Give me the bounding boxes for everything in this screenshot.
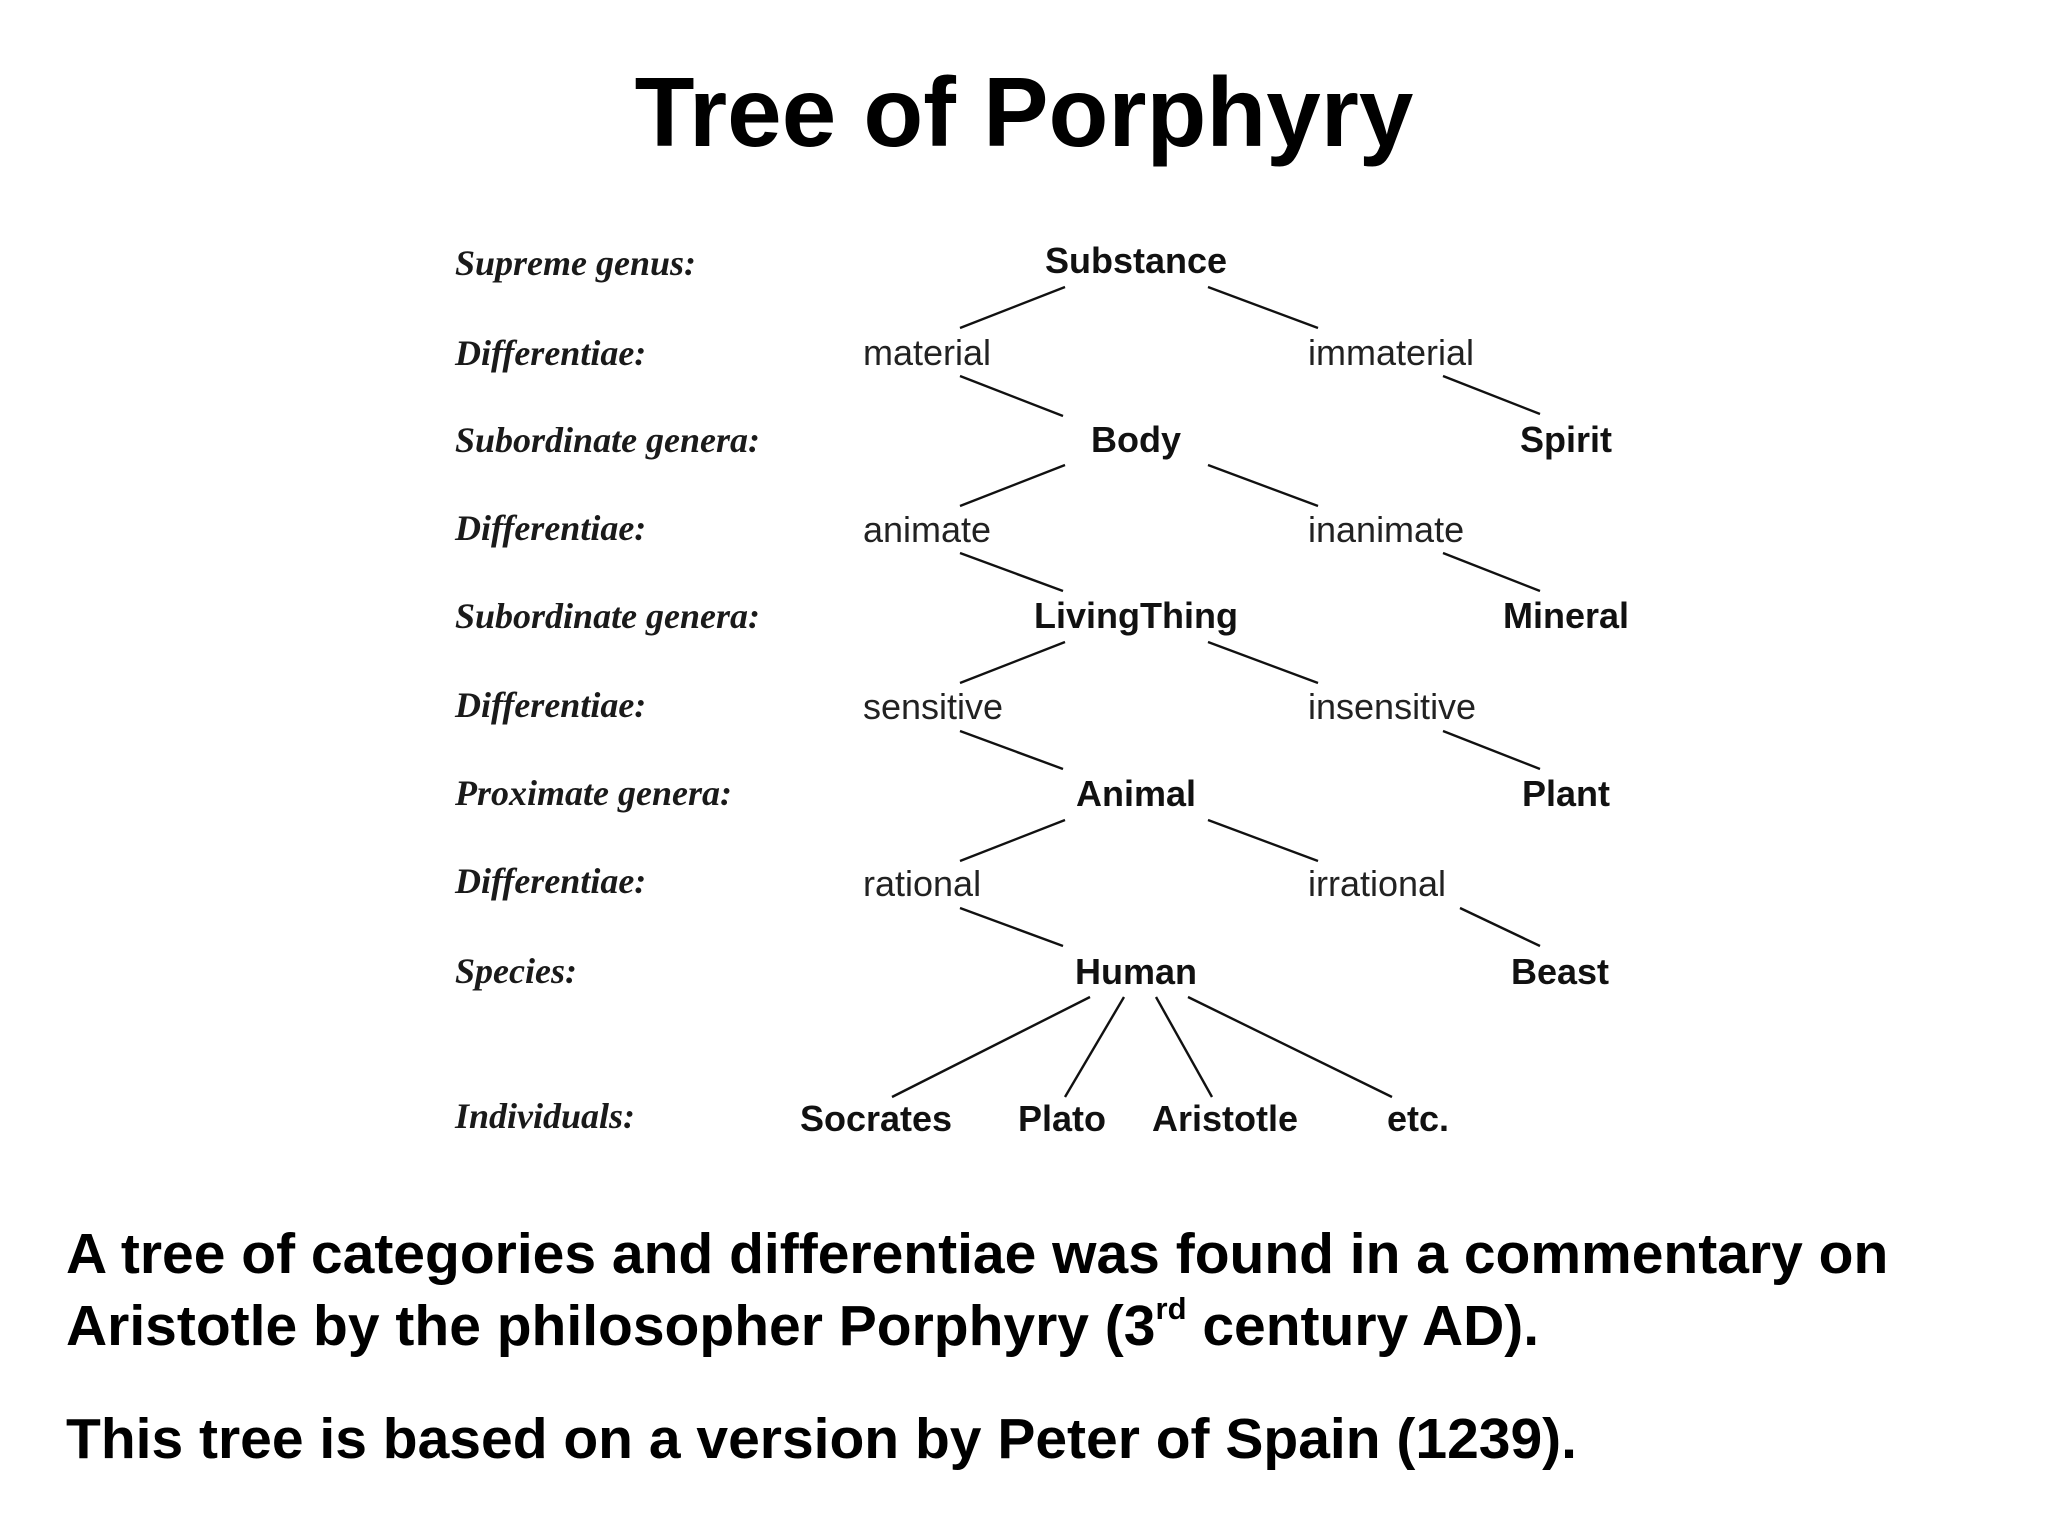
- node-living-thing: LivingThing: [1034, 595, 1238, 636]
- edge-animate-living-thing: [960, 553, 1063, 591]
- edge-human-aristotle: [1156, 997, 1212, 1097]
- level-label-subordinate-genera-1: Subordinate genera:: [455, 420, 761, 460]
- edge-substance-material: [960, 287, 1065, 328]
- node-body: Body: [1091, 419, 1181, 460]
- edge-rational-human: [960, 908, 1063, 946]
- caption-line1-end: century AD).: [1186, 1294, 1540, 1358]
- caption-paragraph-1: [66, 1218, 2016, 1362]
- caption-paragraph-2: This tree is based on a version by Peter of Spain (1239).: [66, 1407, 1578, 1471]
- node-insensitive: insensitive: [1308, 686, 1477, 727]
- edge-body-animate: [960, 465, 1065, 506]
- node-irrational: irrational: [1308, 863, 1447, 904]
- level-label-differentiae-4: Differentiae:: [455, 861, 647, 901]
- edge-living-thing-sensitive: [960, 642, 1065, 683]
- level-label-proximate-genera: Proximate genera:: [455, 773, 732, 813]
- tree-nodes: [800, 240, 1629, 1139]
- edge-material-body: [960, 376, 1063, 416]
- edge-animal-irrational: [1208, 820, 1318, 861]
- edge-living-thing-insensitive: [1208, 642, 1318, 683]
- edge-inanimate-mineral: [1443, 553, 1540, 591]
- node-human: Human: [1074, 951, 1198, 992]
- level-label-subordinate-genera-2: Subordinate genera:: [455, 596, 761, 636]
- edge-insensitive-plant: [1443, 731, 1540, 769]
- caption-ordinal-superscript: rd: [1155, 1291, 1187, 1326]
- node-aristotle: Aristotle: [1151, 1098, 1299, 1139]
- level-label-differentiae-1: Differentiae:: [455, 333, 647, 373]
- edge-animal-rational: [960, 820, 1065, 861]
- node-socrates: Socrates: [799, 1098, 953, 1139]
- node-plant: Plant: [1521, 773, 1611, 814]
- node-substance: Substance: [1044, 240, 1228, 281]
- node-animate: animate: [863, 509, 992, 550]
- node-plato: Plato: [1017, 1098, 1107, 1139]
- edge-human-etc: [1188, 997, 1392, 1097]
- node-mineral: Mineral: [1502, 595, 1630, 636]
- level-label-differentiae-2: Differentiae:: [455, 508, 647, 548]
- node-etc: etc.: [1386, 1098, 1450, 1139]
- node-spirit: Spirit: [1519, 419, 1613, 460]
- edge-immaterial-spirit: [1443, 376, 1540, 414]
- level-labels: [454, 243, 760, 1136]
- edge-body-inanimate: [1208, 465, 1318, 506]
- node-immaterial: immaterial: [1308, 332, 1475, 373]
- node-rational: rational: [863, 863, 982, 904]
- edge-substance-immaterial: [1208, 287, 1318, 328]
- level-label-species: Species:: [455, 951, 577, 991]
- node-animal: Animal: [1075, 773, 1197, 814]
- edge-sensitive-animal: [960, 731, 1063, 769]
- level-label-individuals: Individuals:: [455, 1096, 636, 1136]
- level-label-differentiae-3: Differentiae:: [455, 685, 647, 725]
- edge-human-plato: [1065, 997, 1124, 1097]
- page-title: Tree of Porphyry: [634, 57, 1414, 167]
- node-sensitive: sensitive: [863, 686, 1004, 727]
- node-beast: Beast: [1510, 951, 1610, 992]
- level-label-supreme-genus: Supreme genus:: [455, 243, 697, 283]
- node-inanimate: inanimate: [1308, 509, 1465, 550]
- edge-irrational-beast: [1460, 908, 1540, 946]
- node-material: material: [863, 332, 992, 373]
- edge-human-socrates: [892, 997, 1090, 1097]
- caption-line1-text: A tree of categories and differentiae was found in a commentary on Aristotle by the philosopher Porphyry (3: [66, 1222, 1889, 1358]
